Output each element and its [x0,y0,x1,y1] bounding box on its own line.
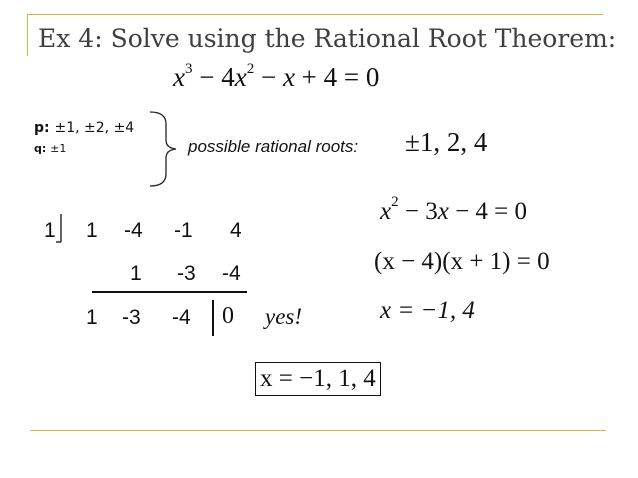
p-values: ±1, ±2, ±4 [54,120,135,136]
p-factors [34,120,134,136]
remainder-bar [212,300,214,336]
top-rule [27,14,603,15]
possible-roots-values: ±1, 2, 4 [405,127,488,157]
q-factors [34,142,66,155]
syn-row2-c2: 1 [130,262,142,285]
eq-term-2: − 4 [192,62,235,92]
eq-term-3: − [254,62,283,92]
syn-row1-c1: 1 [86,219,98,242]
page-title: Ex 4: Solve using the Rational Root Theorem: [38,24,617,53]
p-label: p: [34,120,50,136]
factored-equation: (x − 4)(x + 1) = 0 [374,248,550,275]
bottom-rule [30,430,606,431]
eq-term-4: + 4 = 0 [294,62,380,92]
q-values: ±1 [50,142,67,155]
partial-solution: x = −1, 4 [380,297,475,324]
syn-row1-c4: 4 [230,219,242,242]
q-label: q: [34,142,47,155]
syn-row2-c3: -3 [177,262,196,285]
eq-exp-1: 3 [184,61,193,77]
quotient-equation [380,194,528,226]
syn-sum-line [92,291,247,293]
syn-remainder: 0 [222,303,234,329]
divisor-bracket [56,212,66,246]
main-equation [173,62,379,93]
syn-row1-c2: -4 [124,219,143,242]
eq-term-1: x [173,62,185,92]
q-exp-1: 2 [391,194,399,210]
possible-roots-label: possible rational roots: [188,137,359,156]
syn-row1-c3: -1 [174,219,193,242]
eq-var-3: x [282,62,295,92]
eq-exp-2: 2 [246,61,255,77]
q-var-2: x [437,198,449,225]
q-var-1: x [380,198,392,225]
syn-row3-c1: 1 [86,306,98,329]
eq-var-2: x [234,62,247,92]
syn-row2-c4: -4 [222,262,241,285]
right-brace-icon [146,110,186,188]
final-answer: x = −1, 1, 4 [255,362,381,396]
q-tail: − 4 = 0 [448,198,528,225]
title-left-rule [27,14,28,56]
syn-row3-c2: -3 [122,306,141,329]
syn-row3-c3: -4 [172,306,191,329]
synthetic-divisor: 1 [44,219,56,242]
q-rest: − 3 [398,198,438,225]
verdict-text: yes! [265,304,303,329]
